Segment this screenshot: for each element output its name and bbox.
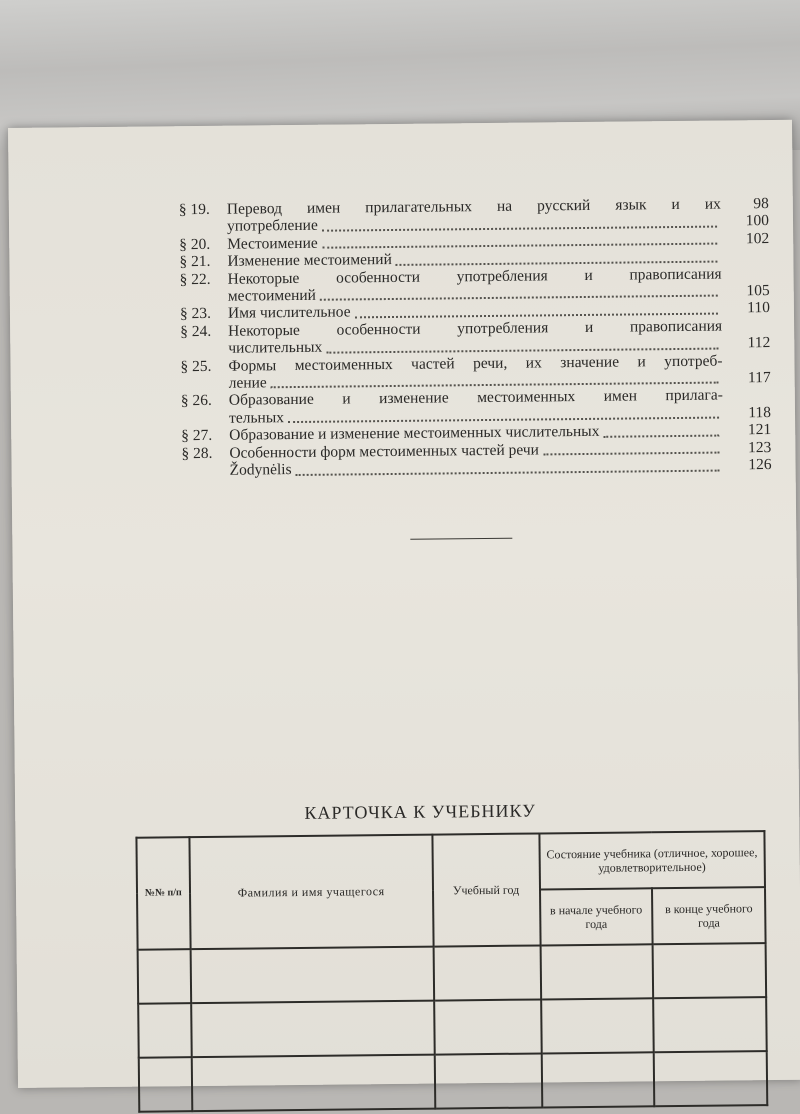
toc-section-number: § 21.	[179, 253, 211, 271]
toc-entry-title-line1: Формы местоименных частей речи, их значение и употреб-	[228, 352, 723, 375]
table-cell	[191, 1001, 435, 1058]
table-cell	[434, 1053, 542, 1108]
toc-entry-title-line2: ление	[228, 374, 267, 392]
toc-page-number: 110	[747, 299, 771, 317]
toc-entry-title-line2: употребление	[226, 217, 318, 236]
toc-page-number: 123	[748, 438, 772, 456]
toc-section-number: § 23.	[179, 305, 212, 323]
table-cell	[653, 997, 766, 1052]
toc-section-number: § 19.	[178, 200, 210, 219]
header-textbook-condition: Состояние учебника (отличное, хорошее, удовлетворительное)	[539, 831, 765, 889]
toc-entry-title-line2: тельных	[228, 409, 285, 427]
toc-entry-title: Образование и изменение местоименных числительных	[229, 423, 600, 444]
card-title: КАРТОЧКА К УЧЕБНИКУ	[304, 800, 536, 823]
toc-section-number	[182, 479, 230, 480]
table-cell	[653, 943, 766, 998]
table-cell	[138, 949, 191, 1004]
toc-section-number: § 25.	[180, 357, 212, 375]
table-row	[138, 943, 767, 1004]
toc-page-number: 102	[745, 229, 770, 248]
textbook-card-table	[135, 830, 768, 1113]
table-cell	[434, 999, 542, 1054]
divider-line	[410, 538, 512, 540]
toc-entry-title: Имя числительное	[227, 303, 351, 323]
header-condition-start: в начале учебного года	[540, 888, 653, 945]
toc-entry-title: Žodynėlis	[229, 461, 292, 479]
toc-entry-title-line1: Образование и изменение местоименных имен прилага-	[228, 386, 723, 410]
toc-page-number: 105	[746, 282, 770, 300]
header-student-name: Фамилия и имя учащегося	[189, 835, 433, 950]
toc-entry-title-line2: числительных	[228, 338, 323, 357]
toc-entry-title: Изменение местоимений	[227, 251, 392, 270]
header-number: №№ п/п	[136, 837, 190, 950]
toc-entry-title-line1: Некоторые особенности употребления и правописания	[228, 317, 723, 340]
dot-leader	[603, 434, 719, 437]
toc-entry-title: Местоимение	[227, 234, 318, 253]
toc-page-number: 112	[747, 334, 771, 352]
table-cell	[433, 945, 541, 1000]
toc-entry-title: Особенности форм местоименных частей речи	[229, 441, 540, 462]
header-school-year: Учебный год	[432, 833, 540, 946]
table-cell	[654, 1051, 767, 1106]
header-condition-end: в конце учебного года	[652, 887, 765, 944]
table-row	[138, 997, 767, 1058]
toc-page-number: 98	[753, 195, 769, 213]
toc-page-number-2: 100	[745, 212, 770, 230]
table-cell	[541, 998, 654, 1053]
table-row	[139, 1051, 768, 1112]
toc-entry-title-line2: местоимений	[227, 286, 317, 305]
toc-entry-title-line1: Некоторые особенности употребления и правописания	[227, 265, 722, 288]
table-cell	[138, 1003, 191, 1058]
toc-section-number: § 20.	[179, 235, 211, 254]
toc-section-number: § 27.	[181, 427, 213, 445]
toc-section-number: § 26.	[180, 392, 212, 410]
table-of-contents	[179, 195, 772, 480]
table-cell	[541, 1052, 654, 1107]
toc-page-number: 118	[748, 403, 772, 422]
toc-section-number: § 28.	[181, 444, 213, 462]
toc-section-number: § 24.	[180, 322, 212, 341]
toc-page-number: 121	[747, 421, 772, 439]
toc-page-number: 117	[747, 369, 771, 387]
book-page	[8, 120, 800, 1088]
dot-leader	[296, 469, 720, 475]
table-cell	[139, 1057, 192, 1112]
toc-entry-title-line1: Перевод имен прилагательных на русский язык и их	[226, 195, 721, 218]
toc-page-number: 126	[748, 456, 772, 474]
toc-section-number: § 22.	[179, 270, 211, 288]
table-cell	[191, 1055, 435, 1112]
table-cell	[540, 944, 653, 999]
dot-leader	[543, 452, 719, 456]
table-cell	[190, 947, 434, 1004]
